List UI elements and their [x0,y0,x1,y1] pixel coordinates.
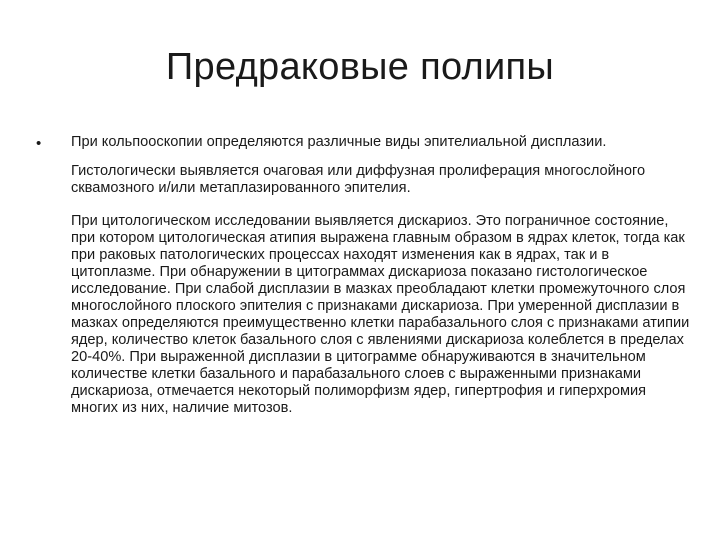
paragraph-histology: Гистологически выявляется очаговая или диффузная пролиферация многослойного сквамозного и/или метаплазированного эпителия. [71,163,646,196]
slide-title: Предраковые полипы [165,46,555,88]
bullet-marker: • [36,135,42,152]
paragraph-colposcopy: При кольпооскопии определяются различные виды эпителиальной дисплазии. [71,134,607,150]
paragraph-cytology: При цитологическом исследовании выявляется дискариоз. Это пограничное состояние, при котором цитологическая атипия выражена главным образом в ядрах клеток, тогда как при раковых патологических процессах находят изменения как в ядрах, так и в цитоплазме. При обнаружении в цитограммах дискариоза показано гистологическое исследование. При слабой дисплазии в мазках преобладают клетки промежуточного слоя многослойного плоского эпителия с признаками дискариоза. При умеренной дисплазии в мазках определяются преимущественно клетки парабазального слоя с признаками атипии ядер, количество клеток базального слоя с явлениями дискариоза колеблется в пределах 20-40%. При выраженной дисплазии в цитограмме обнаруживаются в значительном количестве клетки базального и парабазального слоев с выраженными признаками дискариоза, отмечается некоторый полиморфизм ядер, гипертрофия и гиперхромия многих из них, наличие митозов. [71,213,690,416]
